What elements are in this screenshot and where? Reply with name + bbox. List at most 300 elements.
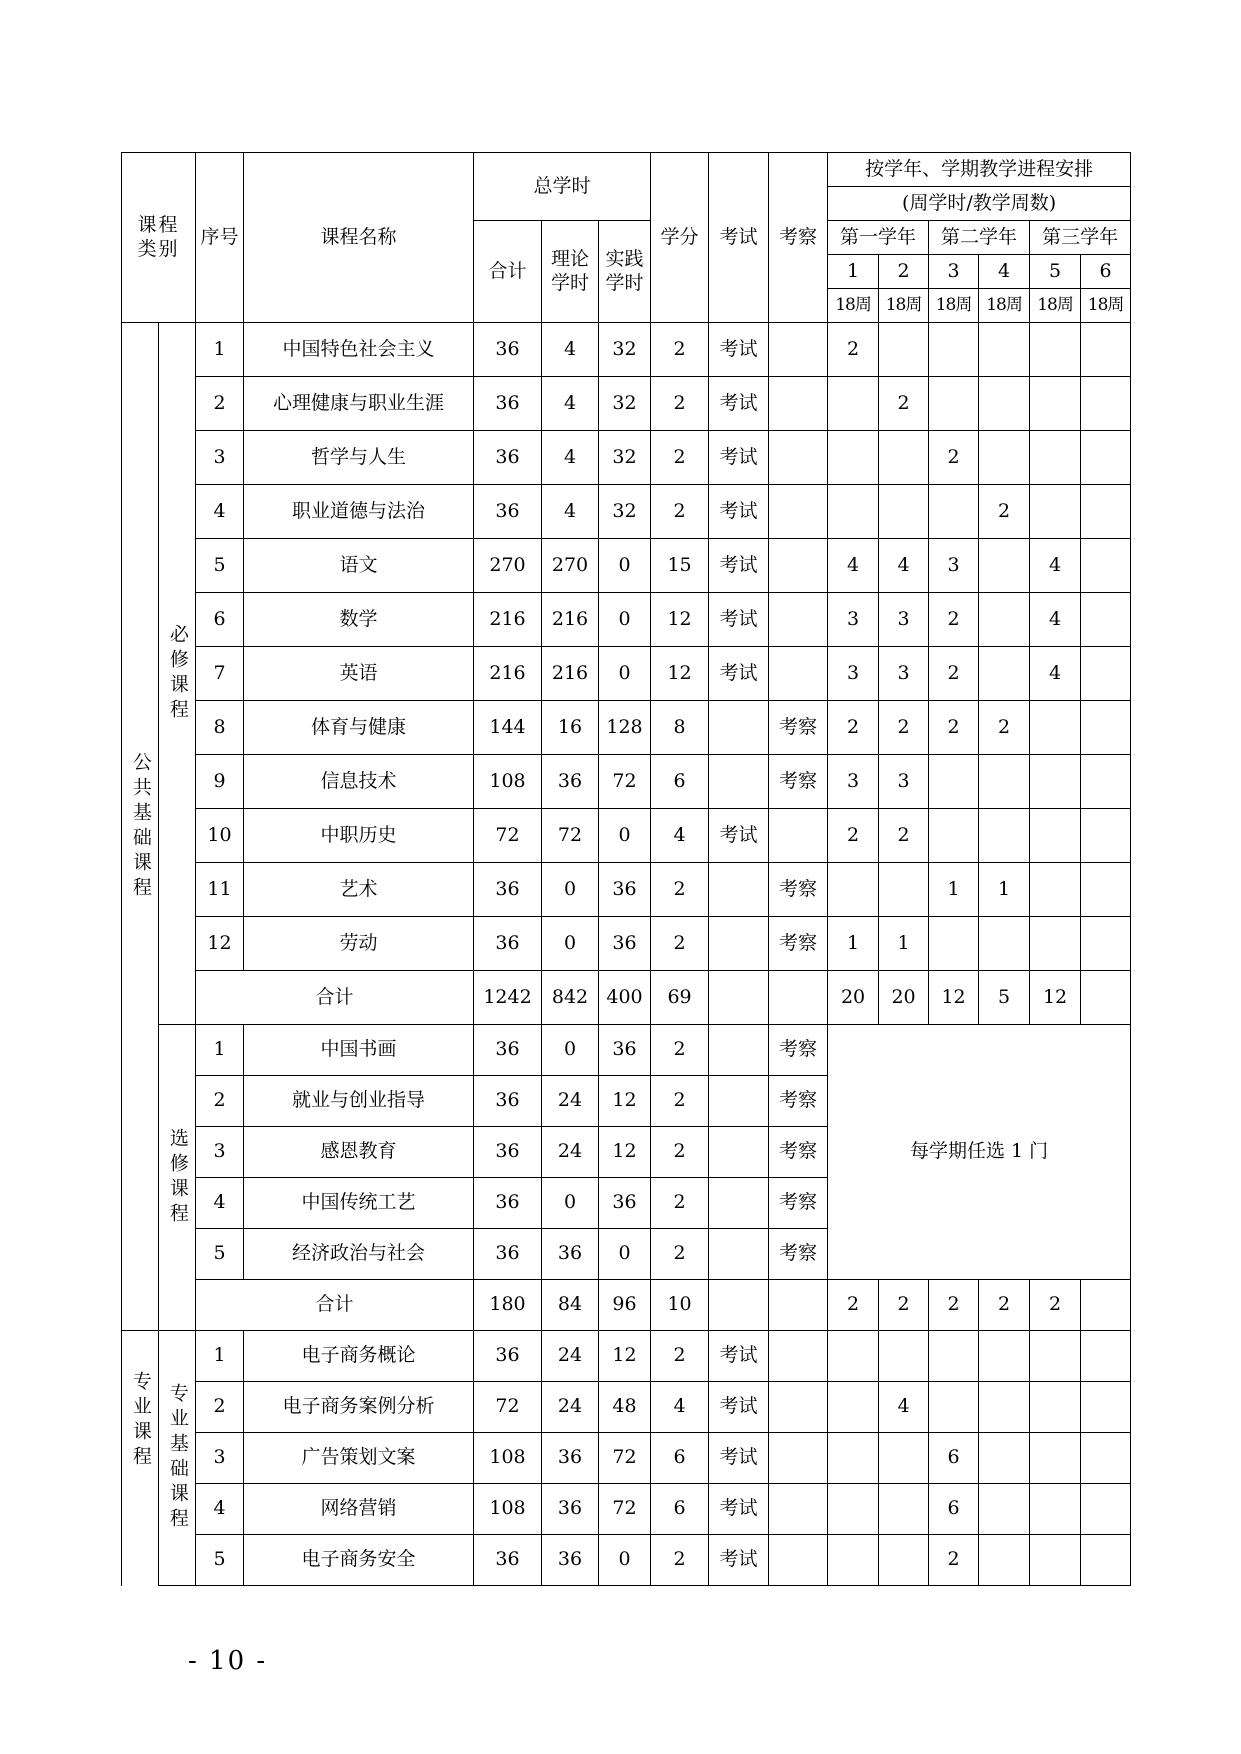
- course-exam: 考试: [709, 1535, 769, 1586]
- course-total: 36: [474, 1229, 542, 1280]
- course-practice: 72: [599, 755, 651, 809]
- total-practice: 96: [599, 1280, 651, 1331]
- course-seq: 5: [196, 1535, 244, 1586]
- header-sum: 合计: [474, 221, 542, 323]
- course-assess: 考察: [769, 701, 828, 755]
- table-row: [122, 755, 1131, 809]
- section-prof-basic: [159, 1331, 196, 1586]
- total-practice: 400: [599, 971, 651, 1025]
- total-credit: 10: [651, 1280, 709, 1331]
- schedule-sem-3: [929, 323, 979, 377]
- schedule-sem-6: [1081, 485, 1131, 539]
- course-assess: [769, 647, 828, 701]
- course-credit: 2: [651, 377, 709, 431]
- course-theory: 0: [542, 917, 599, 971]
- curriculum-table: [121, 152, 1131, 1586]
- schedule-sem-4: [979, 1433, 1030, 1484]
- header-weeks-2: 18周: [879, 289, 929, 323]
- course-practice: 12: [599, 1076, 651, 1127]
- course-name: 电子商务案例分析: [244, 1382, 474, 1433]
- schedule-sem-3: 3: [929, 539, 979, 593]
- header-weeks-5: 18周: [1030, 289, 1081, 323]
- schedule-sem-2: 4: [879, 1382, 929, 1433]
- total-sem-4: 2: [979, 1280, 1030, 1331]
- course-total: 72: [474, 809, 542, 863]
- schedule-sem-5: [1030, 323, 1081, 377]
- course-assess: [769, 1484, 828, 1535]
- course-exam: [709, 1025, 769, 1076]
- total-exam: [709, 1280, 769, 1331]
- course-theory: 24: [542, 1127, 599, 1178]
- course-credit: 4: [651, 1382, 709, 1433]
- course-seq: 8: [196, 701, 244, 755]
- table-row: [122, 593, 1131, 647]
- section-elective: [159, 1025, 196, 1331]
- course-theory: 216: [542, 647, 599, 701]
- course-practice: 0: [599, 593, 651, 647]
- schedule-sem-5: 4: [1030, 539, 1081, 593]
- course-theory: 216: [542, 593, 599, 647]
- schedule-sem-3: [929, 485, 979, 539]
- schedule-sem-4: [979, 593, 1030, 647]
- schedule-sem-6: [1081, 863, 1131, 917]
- course-credit: 12: [651, 647, 709, 701]
- course-name: 信息技术: [244, 755, 474, 809]
- schedule-sem-1: 3: [828, 755, 879, 809]
- course-assess: [769, 485, 828, 539]
- header-semester-2: 2: [879, 255, 929, 289]
- course-theory: 16: [542, 701, 599, 755]
- schedule-sem-5: [1030, 1433, 1081, 1484]
- schedule-sem-1: 3: [828, 593, 879, 647]
- course-practice: 12: [599, 1331, 651, 1382]
- course-practice: 36: [599, 917, 651, 971]
- course-seq: 3: [196, 1127, 244, 1178]
- schedule-sem-1: [828, 485, 879, 539]
- course-credit: 2: [651, 323, 709, 377]
- course-seq: 9: [196, 755, 244, 809]
- schedule-sem-6: [1081, 431, 1131, 485]
- course-practice: 0: [599, 539, 651, 593]
- schedule-sem-6: [1081, 377, 1131, 431]
- schedule-sem-6: [1081, 1331, 1131, 1382]
- schedule-sem-4: [979, 1484, 1030, 1535]
- course-assess: 考察: [769, 1127, 828, 1178]
- schedule-sem-6: [1081, 1484, 1131, 1535]
- schedule-sem-4: 1: [979, 863, 1030, 917]
- required-total-row: [122, 971, 1131, 1025]
- course-seq: 5: [196, 1229, 244, 1280]
- course-name: 中国特色社会主义: [244, 323, 474, 377]
- schedule-sem-3: [929, 809, 979, 863]
- schedule-sem-2: 3: [879, 593, 929, 647]
- course-assess: [769, 1331, 828, 1382]
- course-credit: 2: [651, 431, 709, 485]
- header-year-3: 第三学年: [1030, 221, 1131, 255]
- schedule-sem-5: [1030, 1331, 1081, 1382]
- course-exam: 考试: [709, 647, 769, 701]
- course-assess: 考察: [769, 917, 828, 971]
- schedule-sem-2: [879, 1535, 929, 1586]
- course-assess: 考察: [769, 1076, 828, 1127]
- table-row: [122, 431, 1131, 485]
- course-assess: [769, 1535, 828, 1586]
- course-practice: 36: [599, 1025, 651, 1076]
- course-name: 网络营销: [244, 1484, 474, 1535]
- course-assess: 考察: [769, 1229, 828, 1280]
- section-prof-basic-label: 专业基础课程: [166, 1383, 189, 1533]
- schedule-sem-5: [1030, 1535, 1081, 1586]
- course-total: 36: [474, 323, 542, 377]
- schedule-sem-4: [979, 431, 1030, 485]
- course-name: 就业与创业指导: [244, 1076, 474, 1127]
- schedule-sem-3: 6: [929, 1484, 979, 1535]
- course-theory: 24: [542, 1382, 599, 1433]
- schedule-sem-6: [1081, 701, 1131, 755]
- course-name: 英语: [244, 647, 474, 701]
- course-name: 劳动: [244, 917, 474, 971]
- course-theory: 270: [542, 539, 599, 593]
- course-credit: 2: [651, 1535, 709, 1586]
- schedule-sem-1: 2: [828, 701, 879, 755]
- course-name: 职业道德与法治: [244, 485, 474, 539]
- course-total: 36: [474, 1025, 542, 1076]
- course-assess: [769, 323, 828, 377]
- course-total: 36: [474, 485, 542, 539]
- course-seq: 11: [196, 863, 244, 917]
- course-practice: 36: [599, 863, 651, 917]
- course-theory: 4: [542, 377, 599, 431]
- course-name: 中国书画: [244, 1025, 474, 1076]
- schedule-sem-5: 4: [1030, 647, 1081, 701]
- course-exam: 考试: [709, 323, 769, 377]
- course-total: 108: [474, 1484, 542, 1535]
- schedule-sem-6: [1081, 917, 1131, 971]
- schedule-sem-4: [979, 1331, 1030, 1382]
- course-seq: 1: [196, 323, 244, 377]
- course-theory: 36: [542, 1484, 599, 1535]
- course-theory: 0: [542, 1025, 599, 1076]
- course-assess: [769, 431, 828, 485]
- course-credit: 4: [651, 809, 709, 863]
- schedule-sem-6: [1081, 755, 1131, 809]
- course-practice: 32: [599, 377, 651, 431]
- total-sem-5: 12: [1030, 971, 1081, 1025]
- schedule-sem-1: 2: [828, 323, 879, 377]
- schedule-sem-5: [1030, 917, 1081, 971]
- header-semester-4: 4: [979, 255, 1030, 289]
- schedule-sem-2: 3: [879, 755, 929, 809]
- schedule-sem-3: [929, 1382, 979, 1433]
- total-assess: [769, 971, 828, 1025]
- course-practice: 0: [599, 1535, 651, 1586]
- schedule-sem-4: [979, 917, 1030, 971]
- schedule-sem-2: 2: [879, 701, 929, 755]
- schedule-sem-1: 3: [828, 647, 879, 701]
- header-weeks-3: 18周: [929, 289, 979, 323]
- course-exam: 考试: [709, 1331, 769, 1382]
- header-semester-6: 6: [1081, 255, 1131, 289]
- total-sem-6: [1081, 971, 1131, 1025]
- schedule-sem-4: [979, 323, 1030, 377]
- schedule-sem-5: [1030, 755, 1081, 809]
- course-practice: 36: [599, 1178, 651, 1229]
- schedule-sem-2: 3: [879, 647, 929, 701]
- table-row: [122, 863, 1131, 917]
- course-assess: [769, 1382, 828, 1433]
- course-exam: 考试: [709, 431, 769, 485]
- schedule-sem-5: [1030, 1484, 1081, 1535]
- schedule-sem-1: [828, 1331, 879, 1382]
- schedule-sem-5: [1030, 809, 1081, 863]
- course-credit: 2: [651, 917, 709, 971]
- section-public-label: 公共基础课程: [129, 751, 152, 902]
- course-credit: 2: [651, 1076, 709, 1127]
- schedule-sem-1: [828, 1484, 879, 1535]
- page-number: - 10 -: [188, 1646, 268, 1676]
- course-name: 电子商务安全: [244, 1535, 474, 1586]
- schedule-sem-2: 1: [879, 917, 929, 971]
- table-row: [122, 1025, 1131, 1076]
- course-total: 36: [474, 1076, 542, 1127]
- course-seq: 4: [196, 1484, 244, 1535]
- course-practice: 12: [599, 1127, 651, 1178]
- course-theory: 72: [542, 809, 599, 863]
- course-practice: 128: [599, 701, 651, 755]
- course-total: 108: [474, 755, 542, 809]
- course-total: 144: [474, 701, 542, 755]
- table-row: [122, 1535, 1131, 1586]
- course-seq: 2: [196, 1382, 244, 1433]
- course-exam: 考试: [709, 539, 769, 593]
- course-credit: 2: [651, 1229, 709, 1280]
- schedule-sem-6: [1081, 1382, 1131, 1433]
- course-name: 中国传统工艺: [244, 1178, 474, 1229]
- schedule-sem-3: 2: [929, 1535, 979, 1586]
- course-exam: 考试: [709, 1382, 769, 1433]
- course-exam: 考试: [709, 1484, 769, 1535]
- schedule-sem-3: [929, 377, 979, 431]
- course-seq: 2: [196, 377, 244, 431]
- course-name: 语文: [244, 539, 474, 593]
- schedule-sem-3: 1: [929, 863, 979, 917]
- header-name: 课程名称: [244, 153, 474, 323]
- schedule-sem-4: [979, 1535, 1030, 1586]
- course-name: 数学: [244, 593, 474, 647]
- total-label: 合计: [196, 971, 474, 1025]
- course-seq: 4: [196, 1178, 244, 1229]
- course-seq: 10: [196, 809, 244, 863]
- schedule-sem-2: [879, 323, 929, 377]
- course-practice: 0: [599, 647, 651, 701]
- total-assess: [769, 1280, 828, 1331]
- course-exam: [709, 701, 769, 755]
- course-credit: 2: [651, 485, 709, 539]
- course-seq: 1: [196, 1025, 244, 1076]
- schedule-sem-6: [1081, 323, 1131, 377]
- course-credit: 2: [651, 1127, 709, 1178]
- course-theory: 36: [542, 1229, 599, 1280]
- course-exam: [709, 863, 769, 917]
- course-assess: [769, 1433, 828, 1484]
- schedule-sem-4: [979, 647, 1030, 701]
- schedule-sem-2: [879, 1331, 929, 1382]
- header-semester-1: 1: [828, 255, 879, 289]
- total-theory: 842: [542, 971, 599, 1025]
- table-row: [122, 539, 1131, 593]
- course-practice: 48: [599, 1382, 651, 1433]
- course-total: 36: [474, 917, 542, 971]
- section-public: [122, 323, 159, 1331]
- header-year-2: 第二学年: [929, 221, 1030, 255]
- schedule-sem-6: [1081, 539, 1131, 593]
- schedule-sem-1: 1: [828, 917, 879, 971]
- header-year-1: 第一学年: [828, 221, 929, 255]
- course-total: 36: [474, 1127, 542, 1178]
- course-exam: [709, 917, 769, 971]
- header-total-hours: 总学时: [474, 153, 651, 221]
- total-sem-3: 2: [929, 1280, 979, 1331]
- course-seq: 2: [196, 1076, 244, 1127]
- schedule-sem-5: [1030, 431, 1081, 485]
- course-assess: 考察: [769, 1025, 828, 1076]
- course-theory: 36: [542, 755, 599, 809]
- schedule-sem-2: 2: [879, 377, 929, 431]
- header-semester-5: 5: [1030, 255, 1081, 289]
- total-sem-2: 2: [879, 1280, 929, 1331]
- course-credit: 6: [651, 755, 709, 809]
- header-credit: 学分: [651, 153, 709, 323]
- course-exam: 考试: [709, 1433, 769, 1484]
- section-elective-label: 选修课程: [166, 1127, 189, 1228]
- schedule-sem-1: [828, 863, 879, 917]
- course-seq: 5: [196, 539, 244, 593]
- table-row: [122, 377, 1131, 431]
- course-practice: 32: [599, 485, 651, 539]
- total-sem-4: 5: [979, 971, 1030, 1025]
- course-seq: 1: [196, 1331, 244, 1382]
- schedule-sem-2: [879, 485, 929, 539]
- course-total: 36: [474, 377, 542, 431]
- course-credit: 12: [651, 593, 709, 647]
- course-name: 体育与健康: [244, 701, 474, 755]
- total-sem-6: [1081, 1280, 1131, 1331]
- course-practice: 72: [599, 1433, 651, 1484]
- table-row: [122, 1433, 1131, 1484]
- header-weeks-4: 18周: [979, 289, 1030, 323]
- course-seq: 4: [196, 485, 244, 539]
- schedule-sem-4: [979, 755, 1030, 809]
- course-total: 216: [474, 593, 542, 647]
- course-name: 经济政治与社会: [244, 1229, 474, 1280]
- schedule-sem-5: [1030, 701, 1081, 755]
- course-exam: 考试: [709, 377, 769, 431]
- course-assess: 考察: [769, 863, 828, 917]
- total-total: 180: [474, 1280, 542, 1331]
- course-theory: 36: [542, 1433, 599, 1484]
- schedule-sem-2: [879, 431, 929, 485]
- schedule-sem-4: 2: [979, 701, 1030, 755]
- total-exam: [709, 971, 769, 1025]
- course-exam: [709, 1178, 769, 1229]
- course-theory: 0: [542, 863, 599, 917]
- schedule-sem-6: [1081, 1433, 1131, 1484]
- course-assess: 考察: [769, 755, 828, 809]
- course-total: 36: [474, 431, 542, 485]
- header-theory: 理论学时: [542, 221, 599, 323]
- schedule-sem-4: [979, 809, 1030, 863]
- course-name: 心理健康与职业生涯: [244, 377, 474, 431]
- course-seq: 12: [196, 917, 244, 971]
- course-total: 36: [474, 1331, 542, 1382]
- course-total: 216: [474, 647, 542, 701]
- section-professional-label: 专业课程: [129, 1371, 152, 1471]
- course-credit: 2: [651, 1178, 709, 1229]
- total-label: 合计: [196, 1280, 474, 1331]
- course-practice: 0: [599, 809, 651, 863]
- schedule-sem-1: [828, 1382, 879, 1433]
- total-sem-1: 2: [828, 1280, 879, 1331]
- elective-note: 每学期任选 1 门: [828, 1025, 1131, 1280]
- schedule-sem-2: [879, 1433, 929, 1484]
- table-row: [122, 809, 1131, 863]
- course-total: 36: [474, 1178, 542, 1229]
- course-name: 哲学与人生: [244, 431, 474, 485]
- section-required: [159, 323, 196, 1025]
- schedule-sem-6: [1081, 593, 1131, 647]
- schedule-sem-2: 2: [879, 809, 929, 863]
- header-schedule-title: 按学年、学期教学进程安排: [828, 153, 1131, 187]
- course-total: 36: [474, 1535, 542, 1586]
- course-assess: 考察: [769, 1178, 828, 1229]
- schedule-sem-2: [879, 1484, 929, 1535]
- schedule-sem-4: [979, 377, 1030, 431]
- table-row: [122, 323, 1131, 377]
- total-sem-3: 12: [929, 971, 979, 1025]
- course-total: 270: [474, 539, 542, 593]
- section-required-label: 必修课程: [166, 623, 189, 724]
- course-name: 感恩教育: [244, 1127, 474, 1178]
- course-seq: 3: [196, 431, 244, 485]
- course-exam: [709, 1076, 769, 1127]
- elective-total-row: [122, 1280, 1131, 1331]
- course-credit: 6: [651, 1433, 709, 1484]
- course-exam: 考试: [709, 593, 769, 647]
- schedule-sem-5: [1030, 485, 1081, 539]
- schedule-sem-6: [1081, 647, 1131, 701]
- course-assess: [769, 377, 828, 431]
- course-practice: 32: [599, 323, 651, 377]
- table-row: [122, 1331, 1131, 1382]
- course-theory: 24: [542, 1331, 599, 1382]
- course-practice: 0: [599, 1229, 651, 1280]
- course-theory: 0: [542, 1178, 599, 1229]
- course-credit: 2: [651, 1331, 709, 1382]
- schedule-sem-3: 2: [929, 431, 979, 485]
- course-practice: 32: [599, 431, 651, 485]
- course-name: 广告策划文案: [244, 1433, 474, 1484]
- header-weeks-6: 18周: [1081, 289, 1131, 323]
- course-theory: 24: [542, 1076, 599, 1127]
- total-theory: 84: [542, 1280, 599, 1331]
- schedule-sem-3: 2: [929, 647, 979, 701]
- total-sem-2: 20: [879, 971, 929, 1025]
- course-exam: 考试: [709, 809, 769, 863]
- course-credit: 6: [651, 1484, 709, 1535]
- course-practice: 72: [599, 1484, 651, 1535]
- header-weeks-1: 18周: [828, 289, 879, 323]
- header-schedule-sub: (周学时/教学周数): [828, 187, 1131, 221]
